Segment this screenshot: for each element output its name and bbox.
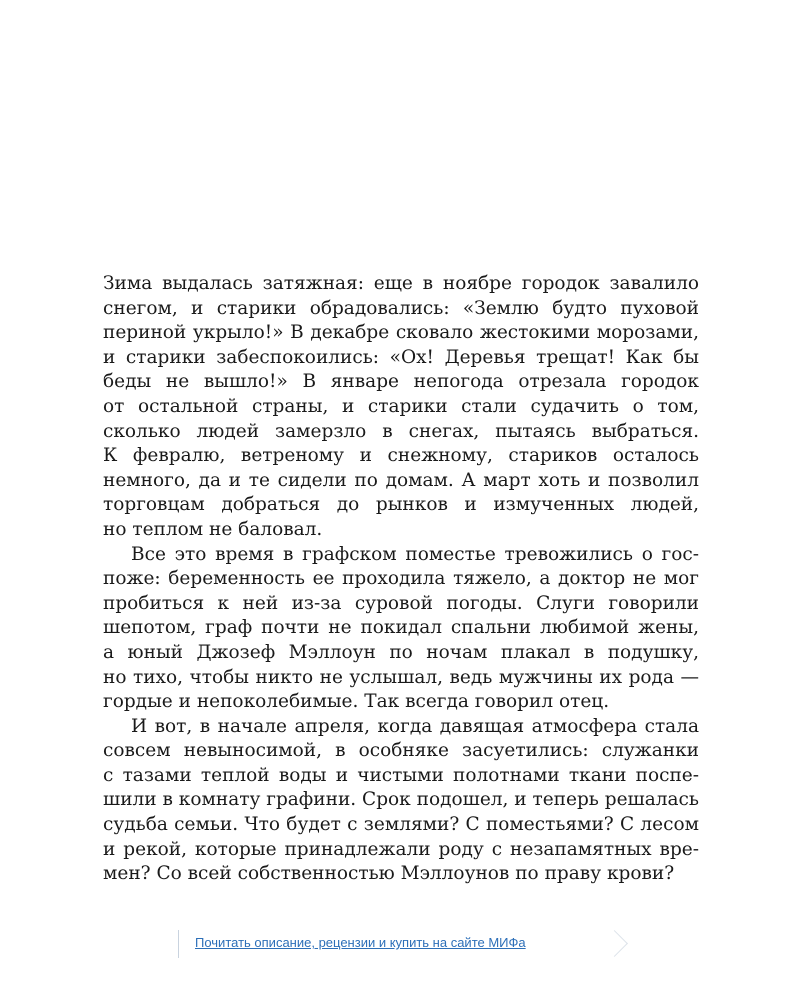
text-line: но теплом не баловал.	[103, 518, 323, 540]
text-line: мен? Со всей собственностью Мэллоунов по праву крови?	[103, 863, 675, 885]
text-line: а юный Джозеф Мэллоун по ночам плакал в подушку,	[103, 641, 699, 663]
text-line: от остальной страны, и старики стали судачить о том,	[103, 395, 699, 417]
buy-book-link[interactable]: Почитать описание, рецензии и купить на сайте МИФа	[195, 935, 526, 950]
text-line: периной укрыло!» В декабре сковало жестокими морозами,	[103, 322, 699, 344]
text-line: И вот, в начале апреля, когда давящая атмосфера стала	[131, 715, 699, 737]
text-line: К февралю, ветреному и снежному, стариков осталось	[103, 445, 699, 467]
text-line: с тазами теплой воды и чистыми полотнами ткани поспе-	[103, 764, 699, 786]
footer-link-container	[178, 930, 618, 958]
text-line: Зима выдалась затяжная: еще в ноябре городок завалило	[103, 273, 699, 294]
text-line: немного, да и те сидели по домам. А март хоть и позволил	[103, 469, 699, 491]
text-line: торговцам добраться до рынков и измученных людей,	[103, 494, 699, 516]
text-line: пробиться к ней из-за суровой погоды. Слуги говорили	[103, 592, 699, 614]
text-line: и рекой, которые принадлежали роду с незапамятных вре-	[103, 838, 699, 860]
text-line: гордые и непоколебимые. Так всегда говорил отец.	[103, 691, 610, 713]
text-line: шили в комнату графини. Срок подошел, и теперь решалась	[103, 789, 699, 811]
body-text	[103, 272, 699, 887]
text-line: Все это время в графском поместье тревожились о гос-	[131, 543, 699, 565]
text-line: но тихо, чтобы никто не услышал, ведь мужчины их рода —	[103, 666, 699, 688]
text-line: поже: беременность ее проходила тяжело, а доктор не мог	[103, 568, 699, 590]
text-line: беды не вышло!» В январе непогода отрезала городок	[103, 371, 699, 393]
text-line: судьба семьи. Что будет с землями? С поместьями? С лесом	[103, 814, 699, 836]
text-line: сколько людей замерзло в снегах, пытаясь выбраться.	[103, 420, 699, 442]
text-line: шепотом, граф почти не покидал спальни любимой жены,	[103, 617, 699, 639]
text-line: совсем невыносимой, в особняке засуетились: служанки	[103, 740, 699, 762]
text-line: и старики забеспокоились: «Ох! Деревья трещат! Как бы	[103, 346, 699, 368]
text-line: снегом, и старики обрадовались: «Землю будто пуховой	[103, 297, 699, 319]
